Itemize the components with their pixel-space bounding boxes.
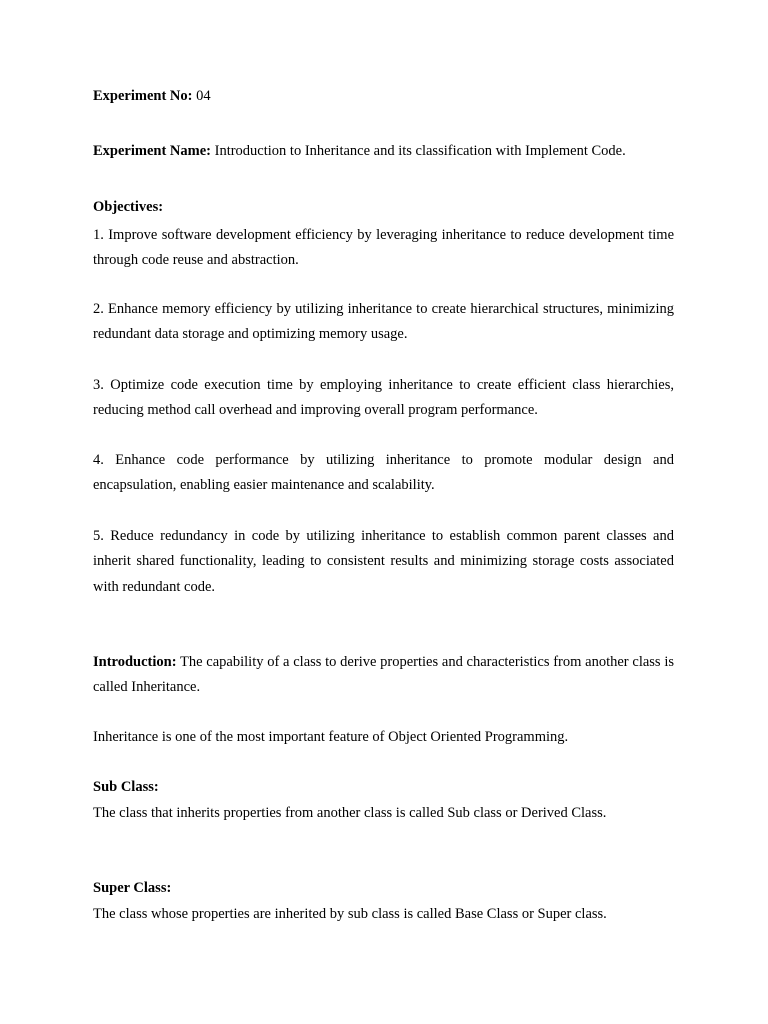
objective-item: 2. Enhance memory efficiency by utilizing inheritance to create hierarchical structures, minimizing redundant data storage and optimizing memory usage.	[93, 301, 674, 343]
introduction-label: Introduction:	[93, 654, 177, 670]
introduction-text: The capability of a class to derive properties and characteristics from another class is called Inheritance.	[93, 654, 674, 696]
experiment-name-value: Introduction to Inheritance and its classification with Implement Code.	[214, 143, 626, 159]
objective-item: 1. Improve software development efficiency by leveraging inheritance to reduce development time through code reuse and abstraction.	[93, 227, 674, 269]
experiment-name-label: Experiment Name:	[93, 143, 211, 159]
experiment-no-line	[93, 84, 674, 109]
sub-class-text: The class that inherits properties from another class is called Sub class or Derived Class.	[93, 805, 607, 821]
objective-item: 4. Enhance code performance by utilizing inheritance to promote modular design and encapsulation, enabling easier maintenance and scalability.	[93, 452, 674, 494]
objective-item: 3. Optimize code execution time by employing inheritance to create efficient class hierarchies, reducing method call overhead and improving overall program performance.	[93, 377, 674, 419]
experiment-no-label: Experiment No:	[93, 88, 193, 104]
experiment-no-value: 04	[196, 88, 211, 104]
objective-item: 5. Reduce redundancy in code by utilizing inheritance to establish common parent classes and inherit shared functionality, leading to consistent results and minimizing storage costs associated with redundant code.	[93, 528, 674, 595]
introduction-paragraph	[93, 650, 674, 701]
experiment-name-line	[93, 139, 674, 164]
objectives-heading: Objectives:	[93, 199, 164, 215]
introduction-note: Inheritance is one of the most important feature of Object Oriented Programming.	[93, 729, 569, 745]
sub-class-heading: Sub Class:	[93, 779, 159, 795]
super-class-heading: Super Class:	[93, 880, 172, 896]
super-class-text: The class whose properties are inherited by sub class is called Base Class or Super class.	[93, 906, 607, 922]
